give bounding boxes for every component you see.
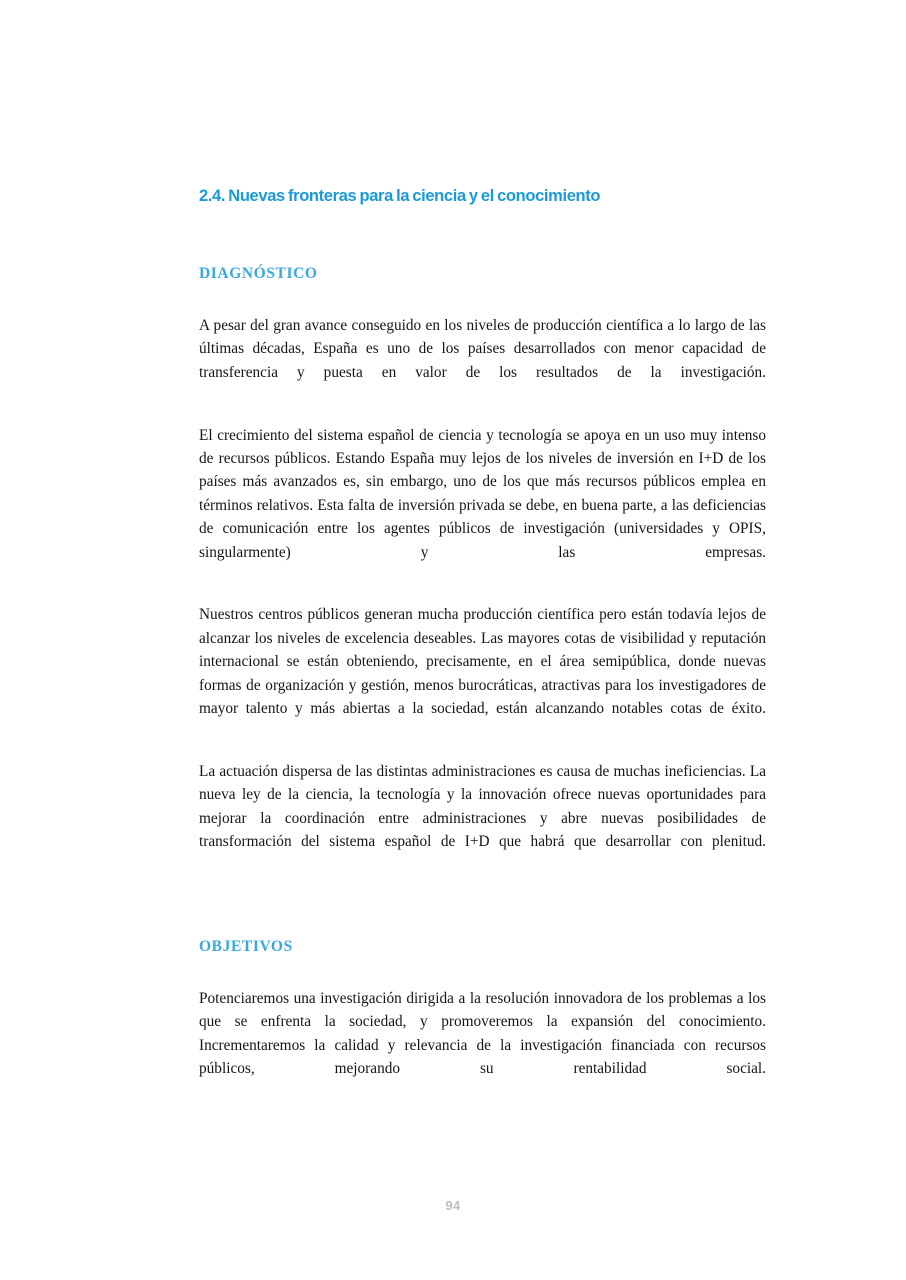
section-label-objetivos: OBJETIVOS xyxy=(199,937,293,955)
paragraph-diagnostico-4: La actuación dispersa de las distintas administraciones es causa de muchas ineficiencias. La nueva ley de la ciencia, la tecnología y la innovación ofrece nuevas oportunidades para mejorar la coordinación entre administraciones y abre nuevas posibilidades de transformación del sistema español de I+D que habrá que desarrollar con plenitud. xyxy=(199,762,766,851)
section-label-diagnostico: DIAGNÓSTICO xyxy=(199,265,318,282)
paragraph-diagnostico-2: El crecimiento del sistema español de ciencia y tecnología se apoya en un uso muy intenso de recursos públicos. Estando España muy lejos de los niveles de inversión en I+D de los países más avanzados es, sin embargo, uno de los que más recursos públicos emplea en términos relativos. Esta falta de inversión privada se debe, en buena parte, a las deficiencias de comunicación entre los agentes públicos de investigación (universidades y OPIS, singularmente) y las empresas. xyxy=(199,426,766,561)
page-title: 2.4. Nuevas fronteras para la ciencia y el conocimiento xyxy=(199,187,601,205)
paragraph-diagnostico-3: Nuestros centros públicos generan mucha producción científica pero están todavía lejos de alcanzar los niveles de excelencia deseables. Las mayores cotas de visibilidad y reputación internacional se están obteniendo, precisamente, en el área semipública, donde nuevas formas de organización y gestión, menos burocráticas, atractivas para los investigadores de mayor talento y más abiertas a la sociedad, están alcanzando notables cotas de éxito. xyxy=(199,606,766,718)
page-number: 94 xyxy=(445,1198,461,1213)
page-content xyxy=(199,186,766,1104)
paragraph-diagnostico-1: A pesar del gran avance conseguido en los niveles de producción científica a lo largo de las últimas décadas, España es uno de los países desarrollados con menor capacidad de transferencia y puesta en valor de los resultados de la investigación. xyxy=(199,317,766,381)
paragraph-objetivos-1: Potenciaremos una investigación dirigida a la resolución innovadora de los problemas a los que se enfrenta la sociedad, y promoveremos la expansión del conocimiento. Incrementaremos la calidad y relevancia de la investigación financiada con recursos públicos, mejorando su rentabilidad social. xyxy=(199,989,766,1078)
